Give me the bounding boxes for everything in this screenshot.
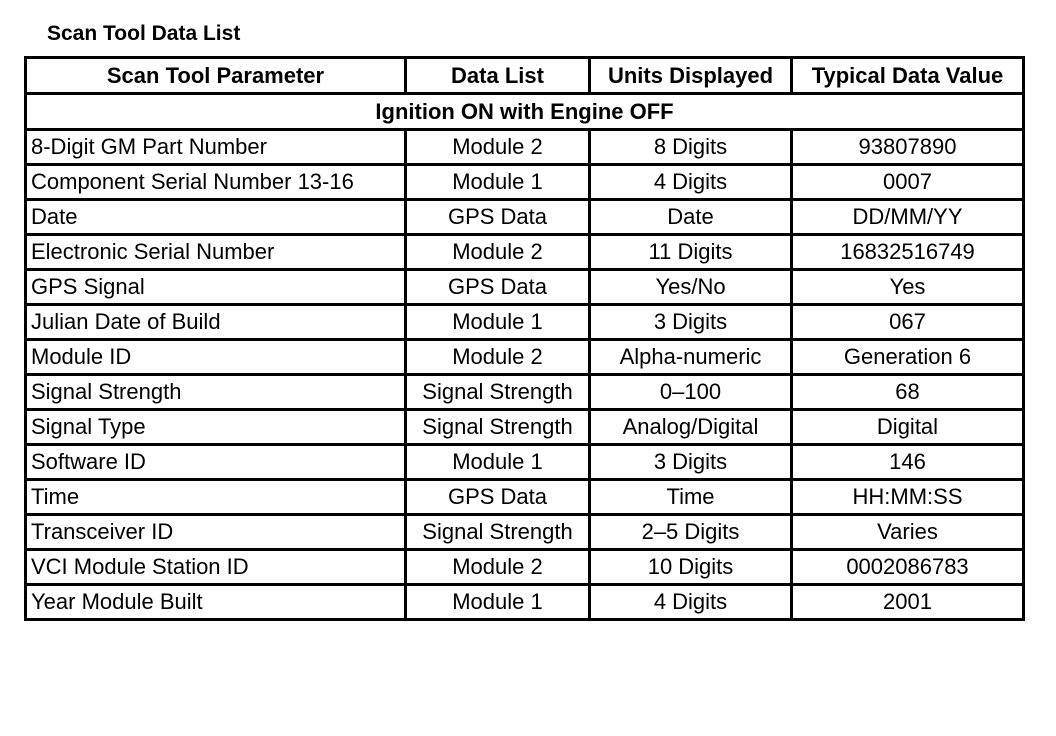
cell-units: Yes/No xyxy=(590,270,792,305)
cell-parameter: Transceiver ID xyxy=(26,515,406,550)
header-typical-data-value: Typical Data Value xyxy=(792,58,1024,94)
cell-units: 2–5 Digits xyxy=(590,515,792,550)
table-row xyxy=(26,585,1024,620)
section-row xyxy=(26,94,1024,130)
cell-parameter: Signal Type xyxy=(26,410,406,445)
cell-parameter: Year Module Built xyxy=(26,585,406,620)
cell-units: 3 Digits xyxy=(590,445,792,480)
cell-data-list: Signal Strength xyxy=(406,410,590,445)
table-row xyxy=(26,410,1024,445)
cell-parameter: GPS Signal xyxy=(26,270,406,305)
cell-units: 4 Digits xyxy=(590,165,792,200)
cell-data-list: Module 1 xyxy=(406,445,590,480)
cell-units: Time xyxy=(590,480,792,515)
cell-data-list: GPS Data xyxy=(406,270,590,305)
cell-parameter: Date xyxy=(26,200,406,235)
cell-typical-value: HH:MM:SS xyxy=(792,480,1024,515)
cell-typical-value: Yes xyxy=(792,270,1024,305)
cell-data-list: Module 1 xyxy=(406,585,590,620)
table-row xyxy=(26,480,1024,515)
header-units-displayed: Units Displayed xyxy=(590,58,792,94)
cell-data-list: Module 2 xyxy=(406,550,590,585)
header-data-list: Data List xyxy=(406,58,590,94)
table-row xyxy=(26,200,1024,235)
cell-typical-value: 146 xyxy=(792,445,1024,480)
table-row xyxy=(26,375,1024,410)
cell-units: 11 Digits xyxy=(590,235,792,270)
cell-parameter: 8-Digit GM Part Number xyxy=(26,130,406,165)
table-row xyxy=(26,445,1024,480)
table-row xyxy=(26,340,1024,375)
cell-data-list: Signal Strength xyxy=(406,375,590,410)
cell-data-list: GPS Data xyxy=(406,480,590,515)
cell-typical-value: 2001 xyxy=(792,585,1024,620)
cell-data-list: Module 2 xyxy=(406,130,590,165)
table-row xyxy=(26,165,1024,200)
table-row xyxy=(26,235,1024,270)
cell-typical-value: 067 xyxy=(792,305,1024,340)
cell-typical-value: DD/MM/YY xyxy=(792,200,1024,235)
cell-parameter: Software ID xyxy=(26,445,406,480)
cell-units: 0–100 xyxy=(590,375,792,410)
table-row xyxy=(26,270,1024,305)
cell-parameter: Electronic Serial Number xyxy=(26,235,406,270)
cell-data-list: Module 2 xyxy=(406,340,590,375)
cell-parameter: Component Serial Number 13-16 xyxy=(26,165,406,200)
cell-units: Date xyxy=(590,200,792,235)
cell-typical-value: Generation 6 xyxy=(792,340,1024,375)
cell-typical-value: Digital xyxy=(792,410,1024,445)
cell-data-list: Signal Strength xyxy=(406,515,590,550)
cell-typical-value: 0007 xyxy=(792,165,1024,200)
cell-parameter: Signal Strength xyxy=(26,375,406,410)
table-row xyxy=(26,550,1024,585)
cell-units: 8 Digits xyxy=(590,130,792,165)
cell-typical-value: 68 xyxy=(792,375,1024,410)
cell-data-list: GPS Data xyxy=(406,200,590,235)
cell-typical-value: 16832516749 xyxy=(792,235,1024,270)
cell-typical-value: Varies xyxy=(792,515,1024,550)
cell-typical-value: 93807890 xyxy=(792,130,1024,165)
cell-typical-value: 0002086783 xyxy=(792,550,1024,585)
cell-data-list: Module 1 xyxy=(406,305,590,340)
scan-tool-data-table xyxy=(24,56,1025,621)
header-row xyxy=(26,58,1024,94)
cell-units: 3 Digits xyxy=(590,305,792,340)
cell-units: Alpha-numeric xyxy=(590,340,792,375)
header-scan-tool-parameter: Scan Tool Parameter xyxy=(26,58,406,94)
cell-parameter: Module ID xyxy=(26,340,406,375)
cell-data-list: Module 1 xyxy=(406,165,590,200)
cell-units: 4 Digits xyxy=(590,585,792,620)
cell-parameter: VCI Module Station ID xyxy=(26,550,406,585)
section-label: Ignition ON with Engine OFF xyxy=(26,94,1024,130)
cell-data-list: Module 2 xyxy=(406,235,590,270)
table-row xyxy=(26,130,1024,165)
table-row xyxy=(26,515,1024,550)
cell-units: 10 Digits xyxy=(590,550,792,585)
cell-parameter: Time xyxy=(26,480,406,515)
table-row xyxy=(26,305,1024,340)
document-title: Scan Tool Data List xyxy=(47,22,241,45)
cell-units: Analog/Digital xyxy=(590,410,792,445)
cell-parameter: Julian Date of Build xyxy=(26,305,406,340)
